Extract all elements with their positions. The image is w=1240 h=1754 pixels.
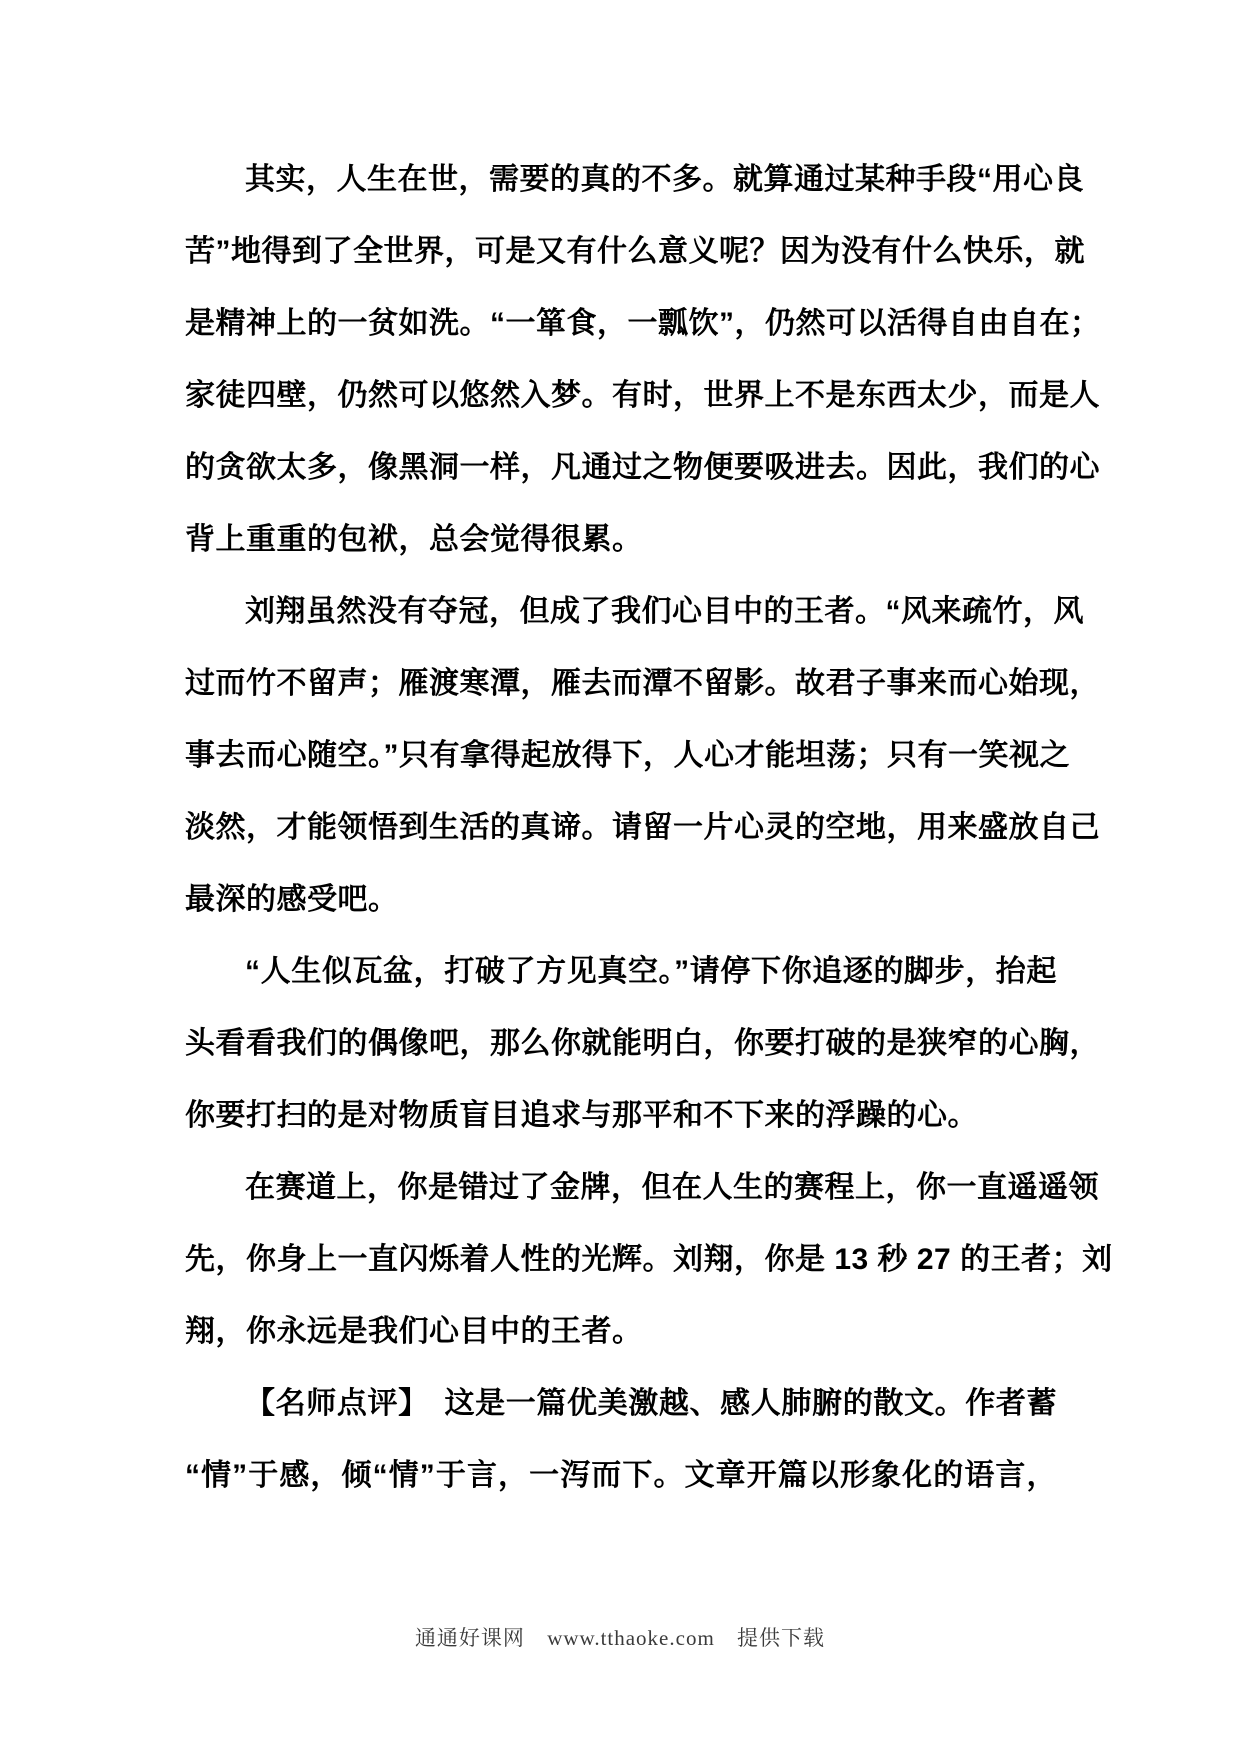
text-line: 你要打扫的是对物质盲目追求与那平和不下来的浮躁的心。 bbox=[185, 1099, 978, 1132]
text-line: 背上重重的包袱，总会觉得很累。 bbox=[185, 523, 643, 556]
page-footer bbox=[0, 1622, 1240, 1652]
footer-download-note: 提供下载 bbox=[737, 1626, 826, 1650]
footer-site-name: 通通好课网 bbox=[414, 1626, 525, 1650]
text-line: 头看看我们的偶像吧，那么你就能明白，你要打破的是狭窄的心胸， bbox=[185, 1027, 1100, 1060]
text-line: 刘翔虽然没有夺冠，但成了我们心目中的王者。“风来疏竹，风 bbox=[245, 595, 1084, 628]
text-line: 是精神上的一贫如洗。“一箪食，一瓢饮”，仍然可以活得自由自在； bbox=[185, 307, 1101, 340]
text-line: 【名师点评】 这是一篇优美激越、感人肺腑的散文。作者蓄 bbox=[245, 1387, 1057, 1420]
text-line: 的贪欲太多，像黑洞一样，凡通过之物便要吸进去。因此，我们的心 bbox=[185, 451, 1100, 484]
text-line: 苦”地得到了全世界，可是又有什么意义呢？因为没有什么快乐，就 bbox=[185, 235, 1085, 268]
text-line: 家徒四壁，仍然可以悠然入梦。有时，世界上不是东西太少，而是人 bbox=[185, 379, 1100, 412]
text-line: 在赛道上，你是错过了金牌，但在人生的赛程上，你一直遥遥领 bbox=[245, 1171, 1099, 1204]
text-line: 先，你身上一直闪烁着人性的光辉。刘翔，你是 13 秒 27 的王者；刘 bbox=[185, 1243, 1113, 1276]
text-line: 淡然，才能领悟到生活的真谛。请留一片心灵的空地，用来盛放自己 bbox=[185, 811, 1100, 844]
text-line: 事去而心随空。”只有拿得起放得下，人心才能坦荡；只有一笑视之 bbox=[185, 739, 1070, 772]
text-line: 翔，你永远是我们心目中的王者。 bbox=[185, 1315, 643, 1348]
text-line: 过而竹不留声；雁渡寒潭，雁去而潭不留影。故君子事来而心始现， bbox=[185, 667, 1100, 700]
footer-url: www.tthaoke.com bbox=[547, 1626, 715, 1650]
text-line: 其实，人生在世，需要的真的不多。就算通过某种手段“用心良 bbox=[245, 163, 1084, 196]
text-line: “人生似瓦盆，打破了方见真空。”请停下你追逐的脚步，抬起 bbox=[245, 955, 1057, 988]
essay-body bbox=[185, 144, 1113, 1512]
text-line: 最深的感受吧。 bbox=[185, 883, 399, 916]
text-line: “情”于感，倾“情”于言，一泻而下。文章开篇以形象化的语言， bbox=[185, 1459, 1057, 1492]
